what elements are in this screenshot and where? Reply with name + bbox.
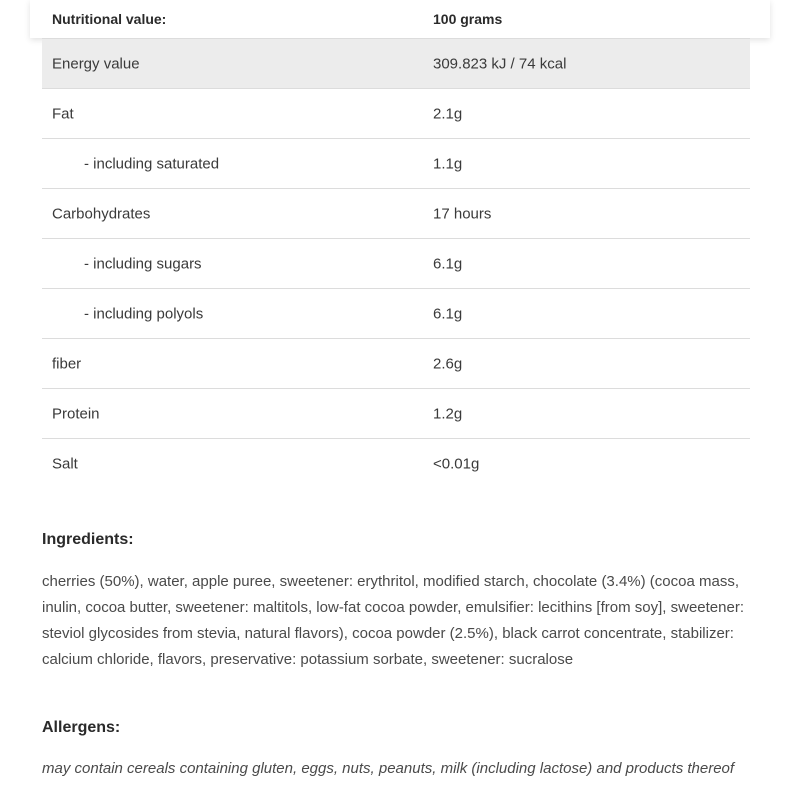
- row-label: fiber: [52, 355, 82, 372]
- table-row: [42, 239, 750, 289]
- row-value: 1.2g: [433, 405, 463, 422]
- table-row: [42, 389, 750, 439]
- table-row: [42, 339, 750, 389]
- row-value: 2.6g: [433, 355, 463, 372]
- table-row: [42, 289, 750, 339]
- row-value: 1.1g: [433, 155, 463, 172]
- allergens-heading: Allergens:: [42, 719, 121, 736]
- row-label: Salt: [52, 455, 78, 473]
- table-row: [42, 89, 750, 139]
- nutrition-table: [42, 0, 750, 489]
- table-row: [42, 439, 750, 489]
- row-label: - including saturated: [84, 155, 220, 172]
- header-label: Nutritional value:: [52, 11, 167, 27]
- row-label: Fat: [52, 105, 74, 122]
- row-value: 17 hours: [433, 205, 492, 222]
- header-value: 100 grams: [433, 11, 503, 27]
- allergens-text: may contain cereals containing gluten, eggs, nuts, peanuts, milk (including lactose) and products thereof: [42, 760, 735, 777]
- row-value: <0.01g: [433, 455, 480, 473]
- table-row: [42, 139, 750, 189]
- row-value: 2.1g: [433, 105, 463, 122]
- row-value: 6.1g: [433, 255, 463, 272]
- row-label: Carbohydrates: [52, 205, 151, 222]
- ingredients-text: cherries (50%), water, apple puree, sweetener: erythritol, modified starch, chocolate (3.4%) (cocoa mass, inulin, cocoa butter, sweetener: maltitols, low-fat cocoa powder, emulsifier: lecithins [from soy], sweetener: steviol glycosides from stevia, natural flavors), cocoa powder (2.5%), black carrot concentrate, stabilizer: calcium chloride, flavors, preservative: potassium sorbate, sweetener: sucralose: [42, 573, 744, 668]
- row-value: 309.823 kJ / 74 kcal: [433, 55, 567, 72]
- row-label: - including polyols: [84, 305, 204, 322]
- row-label: Protein: [52, 405, 100, 422]
- table-row: [42, 189, 750, 239]
- row-value: 6.1g: [433, 305, 463, 322]
- row-label: - including sugars: [84, 255, 202, 272]
- table-header-row: [42, 0, 750, 39]
- table-row: [42, 39, 750, 89]
- row-label: Energy value: [52, 55, 140, 72]
- ingredients-heading: Ingredients:: [42, 531, 134, 548]
